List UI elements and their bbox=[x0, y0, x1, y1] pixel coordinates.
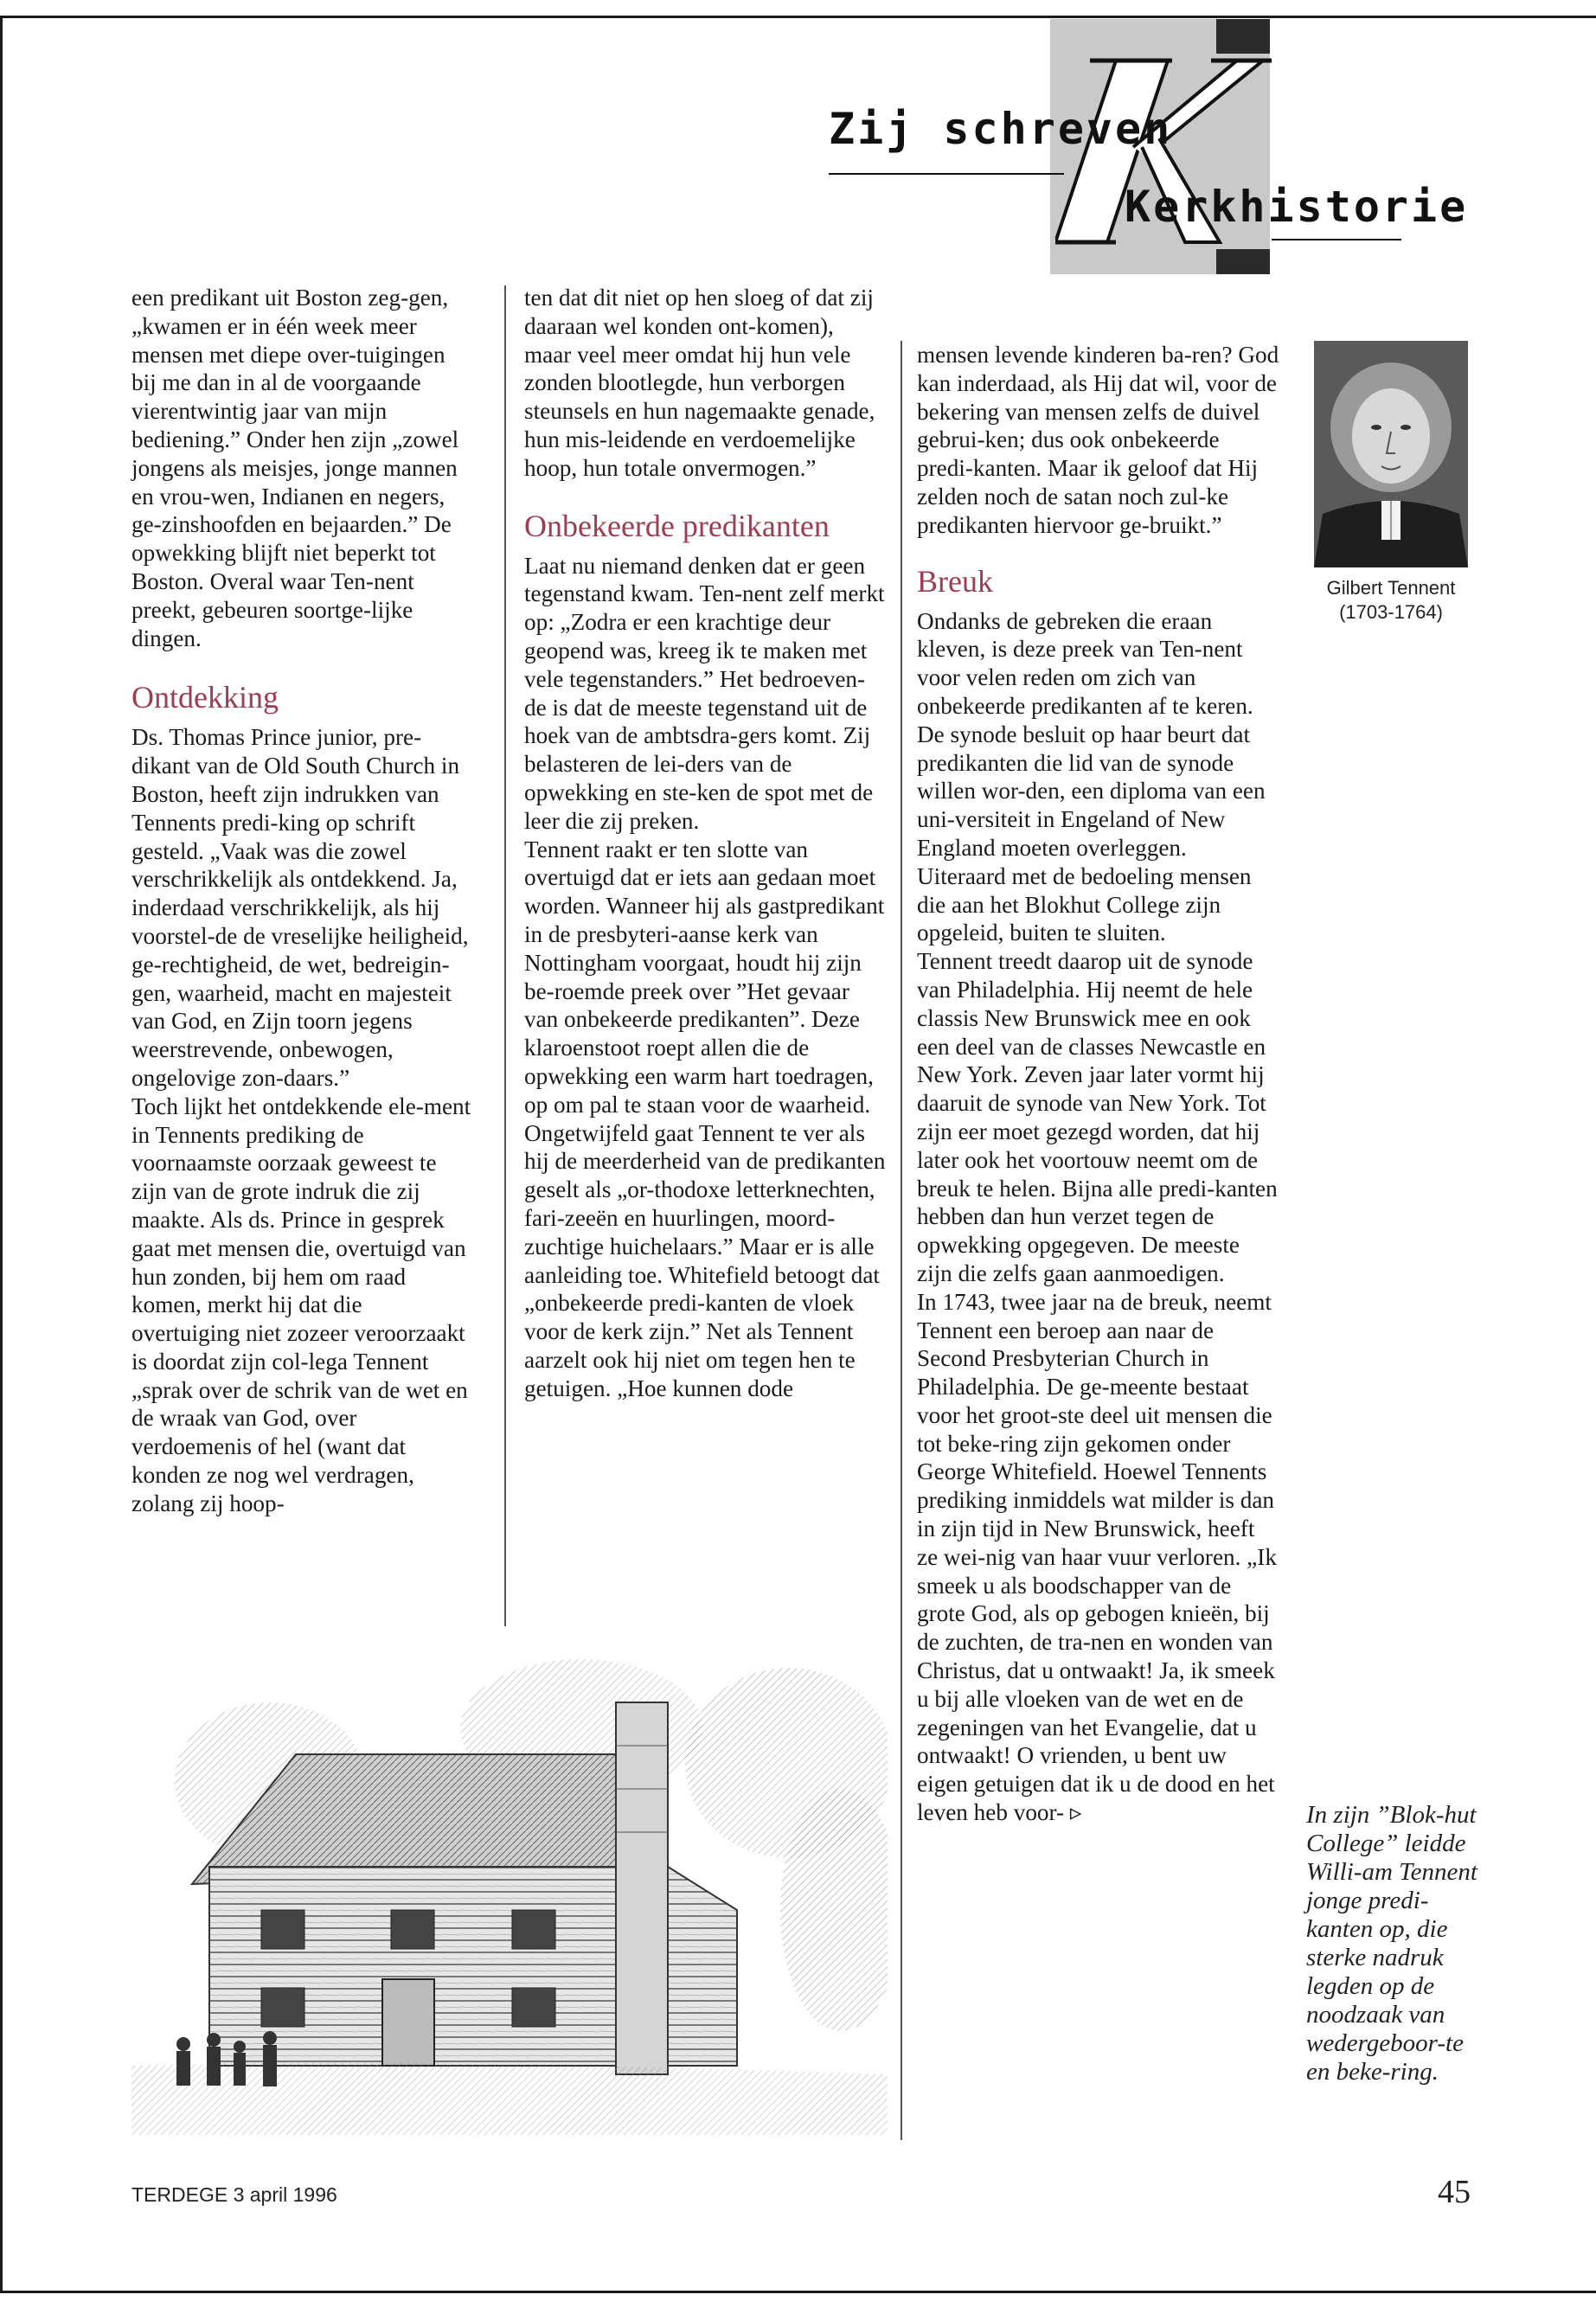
logo-title-line2: Kerkhistorie bbox=[1125, 182, 1469, 232]
article-column-2 bbox=[524, 284, 886, 1402]
article-column-1 bbox=[131, 284, 473, 1518]
paragraph-text: In 1743, twee jaar na de breuk, neemt Tennent een beroep aan naar de Second Presbyterian Church in Philadelphia. De ge-meente bestaat voor het groot-ste deel uit mensen die tot beke-ring zijn gekomen onder George Whitefield. Hoewel Tennents prediking inmiddels wat milder is dan in zijn tijd in New Brunswick, heeft ze wei-nig van haar vuur verloren. „Ik smeek u als boodschapper van de grote God, als op gebogen knieën, bij de zuchten, de tra-nen en wonden van Christus, dat u ontwaakt! Ja, ik smeek u bij alle vloeken van de wet en de zegeningen van het Evangelie, dat u ontwaakt! O vrienden, u bent uw eigen getuigen dat ik u de dood en het leven heb voor- bbox=[917, 1288, 1277, 1826]
portrait-name: Gilbert Tennent bbox=[1326, 577, 1456, 599]
article-column-3 bbox=[917, 341, 1280, 1827]
logo-rule bbox=[829, 173, 1064, 175]
portrait-years: (1703-1764) bbox=[1339, 601, 1443, 623]
log-cabin-illustration bbox=[131, 1650, 888, 2135]
portrait-image bbox=[1314, 341, 1468, 567]
paragraph: mensen levende kinderen ba-ren? God kan inderdaad, als Hij dat wil, voor de bekering van mensen zelfs de duivel gebrui-ken; dus ook onbekeerde predi-kanten. Maar ik geloof dat Hij zelden noch de satan noch zul-ke predikanten hiervoor ge-bruikt.” bbox=[917, 342, 1279, 538]
column-divider bbox=[901, 341, 902, 2140]
section-heading-breuk: Breuk bbox=[917, 563, 993, 599]
left-border bbox=[0, 16, 3, 2292]
section-heading-ontdekking: Ontdekking bbox=[131, 680, 279, 715]
portrait-illustration bbox=[1314, 341, 1468, 567]
paragraph: Ds. Thomas Prince junior, pre-dikant van de Old South Church in Boston, heeft zijn indrukken van Tennents predi-king op schrift gesteld. „Vaak was die zowel verschrikkelijk als ontdekkend. Ja, inderdaad verschrikkelijk, als hij voorstel-de de vreselijke heiligheid, ge-rechtigheid, de wet, bedreigin-gen, waarheid, macht en majesteit van God, en Zijn toorn jegens weerstrevende, onbewogen, ongelovige zon-daars.” bbox=[131, 724, 469, 1091]
page-number: 45 bbox=[1438, 2174, 1471, 2210]
image-caption-text: In zijn ”Blok-hut College” leidde Willi-am Tennent jonge predi-kanten op, die sterke nadruk legden op de noodzaak van wedergeboor-te en beke-ring. bbox=[1306, 1801, 1477, 2086]
paragraph: Ondanks de gebreken die eraan kleven, is deze preek van Ten-nent voor velen reden om zich van onbekeerde predikanten af te keren. De synode besluit op haar beurt dat predikanten die lid van de synode willen wor-den, een diploma van een uni-versiteit in Engeland of New England moeten overleggen. Uiteraard met de bedoeling mensen die aan het Blokhut College zijn opgeleid, buiten te sluiten. bbox=[917, 607, 1266, 946]
bottom-border bbox=[0, 2291, 1596, 2293]
top-border bbox=[0, 16, 1596, 18]
paragraph: Ongetwijfeld gaat Tennent te ver als hij de meerderheid van de predikanten geselt als „or-thodoxe letterknechten, fari-zeeën en huurlingen, moord-zuchtige huichelaars.” Maar er is alle aanleiding toe. Whitefield betoogt dat „onbekeerde predi-kanten de vloek voor de kerk zijn.” Net als Tennent aarzelt ook hij niet om tegen hen te getuigen. „Hoe kunnen dode bbox=[524, 1119, 886, 1401]
paragraph: Tennent raakt er ten slotte van overtuigd dat er iets aan gedaan moet worden. Wanneer hij als gastpredikant in de presbyteri-aanse kerk van Nottingham voorgaat, houdt hij zijn be-roemde preek over ”Het gevaar van onbekeerde predikanten”. Deze klaroenstoot roept allen die de opwekking een warm hart toedragen, op om pal te staan voor de waarheid. bbox=[524, 836, 885, 1118]
log-cabin-engraving bbox=[131, 1650, 888, 2135]
paragraph: Toch lijkt het ontdekkende ele-ment in Tennents prediking de voornaamste oorzaak geweest te zijn van de grote indruk die zij maakte. Als ds. Prince in gesprek gaat met mensen die, overtuigd van hun zonden, bij hem om raad komen, merkt hij dat die overtuiging niet zozeer veroorzaakt is doordat zijn col-lega Tennent „sprak over de schrik van de wet en de wraak van God, over verdoemenis of hel (want dat konden ze nog wel verdragen, zolang zij hoop- bbox=[131, 1093, 471, 1516]
paragraph bbox=[917, 1288, 1280, 1827]
logo-title-line1: Zij schreven bbox=[829, 104, 1173, 154]
paragraph: ten dat dit niet op hen sloeg of dat zij daaraan wel konden ont-komen), maar veel meer omdat hij hun vele zonden blootlegde, hun verborgen steunsels en hun nagemaakte genade, hun mis-leidende en verdoemelijke hoop, hun totale onvermogen.” bbox=[524, 285, 875, 481]
column-divider bbox=[504, 285, 506, 1626]
image-caption bbox=[1306, 1801, 1492, 2086]
paragraph: een predikant uit Boston zeg-gen, „kwamen er in één week meer mensen met diepe over-tuigingen bij me dan in al de voorgaande vierentwintig jaar van mijn bediening.” Onder hen zijn „zowel jongens als meisjes, jonge mannen en vrou-wen, Indianen en negers, ge-zinshoofden en bejaarden.” De opwekking blijft niet beperkt tot Boston. Overal waar Ten-nent preekt, gebeuren soortge-lijke dingen. bbox=[131, 285, 459, 651]
section-heading-onbekeerde-predikanten: Onbekeerde predikanten bbox=[524, 508, 830, 543]
paragraph: Tennent treedt daarop uit de synode van Philadelphia. Hij neemt de hele classis New Brunswick mee en ook een deel van de classes Newcastle en New York. Zeven jaar later vormt hij daaruit de synode van New York. Tot zijn eer moet gezegd worden, dat hij later ook het voortouw neemt om de breuk te helen. Bijna alle predi-kanten hebben dan hun verzet tegen de opwekking opgegeven. De meeste zijn die zelfs gaan aanmoedigen. bbox=[917, 948, 1278, 1286]
logo-rule-2 bbox=[1272, 239, 1401, 240]
portrait-caption bbox=[1298, 576, 1484, 625]
paragraph: Laat nu niemand denken dat er geen tegenstand kwam. Ten-nent zelf merkt op: „Zodra er een krachtige deur geopend was, kreeg ik te maken met vele tegenstanders.” Het bedroeven-de is dat de meeste tegenstand uit de hoek van de ambtsdra-gers komt. Zij belasteren de lei-ders van de opwekking en ste-ken de spot met de leer die zij preken. bbox=[524, 552, 885, 834]
footer-publication: TERDEGE 3 april 1996 bbox=[131, 2183, 337, 2206]
continue-arrow-icon: ▹ bbox=[1069, 1799, 1082, 1826]
